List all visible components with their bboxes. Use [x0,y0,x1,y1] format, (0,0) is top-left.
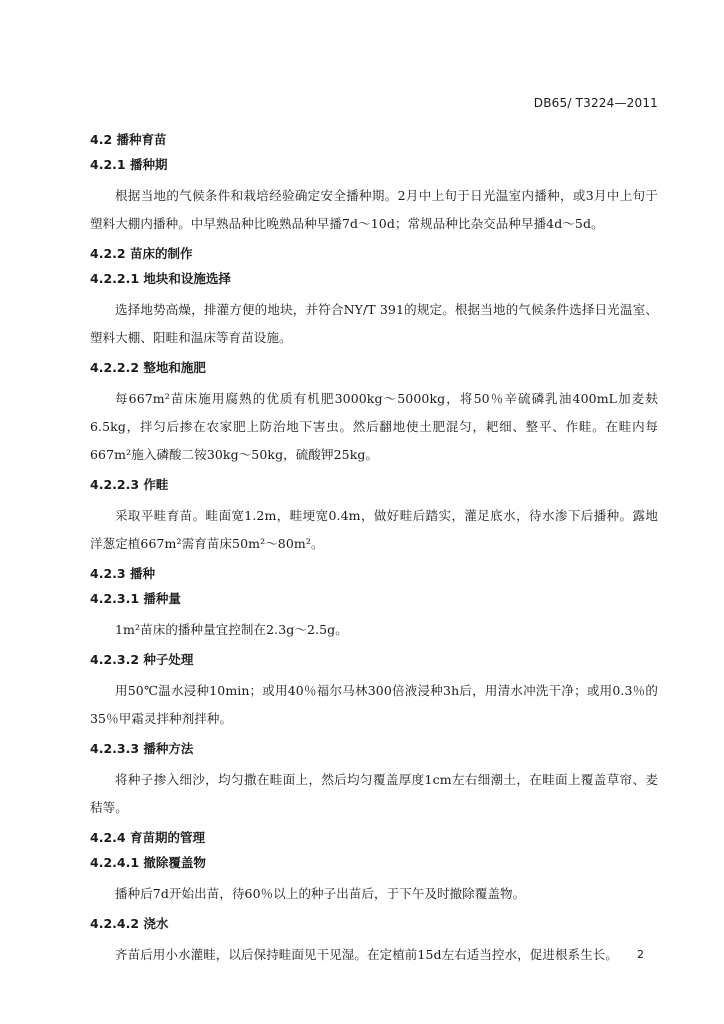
paragraph: 根据当地的气候条件和栽培经验确定安全播种期。2月中上旬于日光温室内播种，或3月中上旬于塑料大棚内播种。中早熟品种比晚熟品种早播7d～10d；常规品种比杂交品种早播4d～5d。 [90,188,658,231]
section-heading: 4.2.4.1 撤除覆盖物 [90,855,206,870]
paragraph: 每667m²苗床施用腐熟的优质有机肥3000kg～5000kg，将50％辛硫磷乳油400mL加麦麸6.5kg，拌匀后掺在农家肥上防治地下害虫。然后翻地使土肥混匀，耙细、整平、作畦。在畦内每667m²施入磷酸二铵30kg～50kg，硫酸钾25kg。 [90,391,658,462]
section-heading: 4.2.2.2 整地和施肥 [90,360,206,375]
paragraph: 采取平畦育苗。畦面宽1.2m，畦埂宽0.4m，做好畦后踏实，灌足底水，待水渗下后播种。露地洋葱定植667m²需育苗床50m²～80m²。 [90,508,658,551]
paragraph: 播种后7d开始出苗，待60％以上的种子出苗后，于下午及时撤除覆盖物。 [115,886,526,901]
section-heading: 4.2.2 苗床的制作 [90,246,193,261]
paragraph: 用50℃温水浸种10min；或用40％福尔马林300倍液浸种3h后，用清水冲洗干净；或用0.3％的35％甲霜灵拌种剂拌种。 [90,683,658,726]
section-heading: 4.2.3.1 播种量 [90,591,181,606]
paragraph: 将种子掺入细沙，均匀撒在畦面上，然后均匀覆盖厚度1cm左右细潮土，在畦面上覆盖草帘、麦秸等。 [90,772,658,815]
section-heading: 4.2.4 育苗期的管理 [90,830,205,845]
section-heading: 4.2.4.2 浇水 [90,916,169,931]
section-heading: 4.2.3.3 播种方法 [90,741,194,756]
document-code: DB65/ T3224—2011 [533,96,658,110]
paragraph: 齐苗后用小水灌畦，以后保持畦面见干见湿。在定植前15d左右适当控水，促进根系生长。 [115,947,619,962]
paragraph: 1m²苗床的播种量宜控制在2.3g～2.5g。 [115,622,348,637]
paragraph: 选择地势高燥，排灌方便的地块，并符合NY/T 391的规定。根据当地的气候条件选择日光温室、塑料大棚、阳畦和温床等育苗设施。 [90,302,658,345]
section-heading: 4.2.1 播种期 [90,157,168,172]
section-heading: 4.2.2.1 地块和设施选择 [90,271,231,286]
section-heading: 4.2.2.3 作畦 [90,477,169,492]
document-body [90,132,658,969]
section-heading: 4.2.3 播种 [90,566,155,581]
section-heading: 4.2 播种育苗 [90,132,167,147]
page-number: 2 [637,948,644,961]
section-heading: 4.2.3.2 种子处理 [90,652,194,667]
